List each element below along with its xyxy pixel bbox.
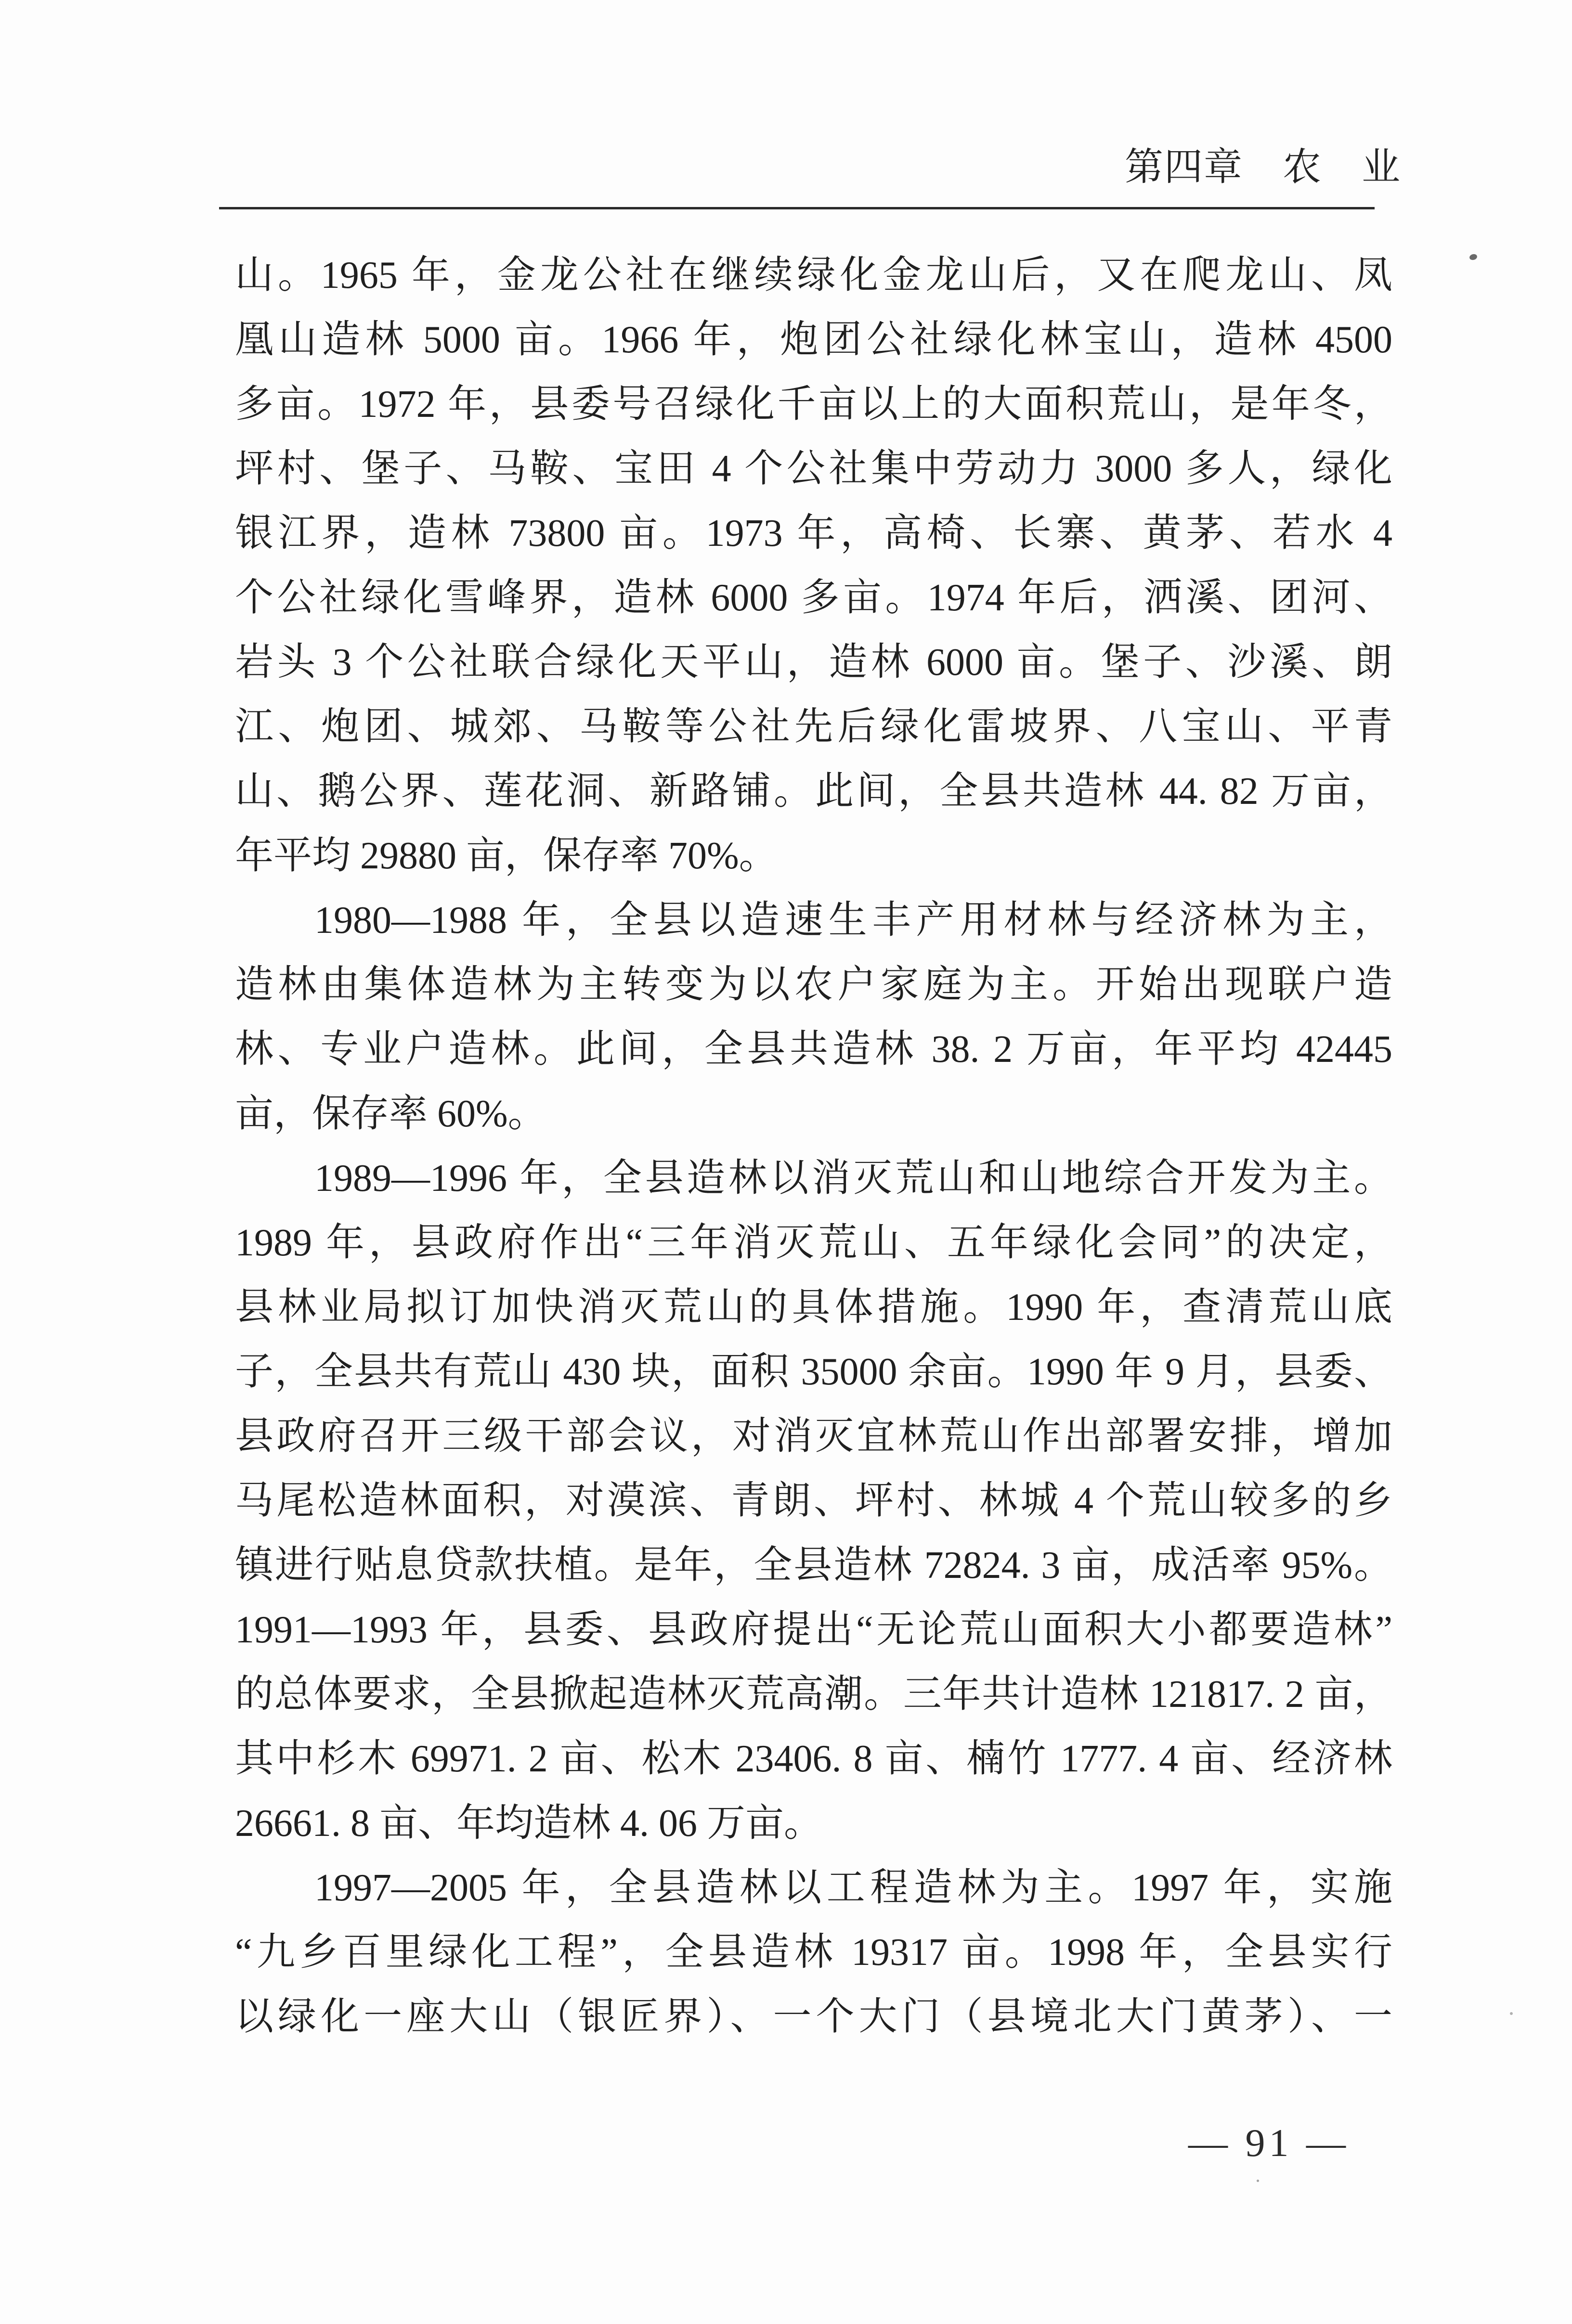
scan-speck: [1510, 2012, 1513, 2015]
text-line: 子，全县共有荒山 430 块，面积 35000 余亩。1990 年 9 月，县委、: [235, 1351, 1392, 1393]
text-line: 山、鹅公界、莲花洞、新路铺。此间，全县共造林 44. 82 万亩，: [235, 770, 1392, 813]
chapter-header: 第四章 农 业: [1125, 146, 1401, 189]
text-line: “九乡百里绿化工程”，全县造林 19317 亩。1998 年，全县实行: [235, 1931, 1392, 1974]
text-line: 多亩。1972 年，县委号召绿化千亩以上的大面积荒山，是年冬，: [235, 383, 1392, 426]
text-line: 其中杉木 69971. 2 亩、松木 23406. 8 亩、楠竹 1777. 4 亩、经济林: [235, 1738, 1392, 1780]
text-line: 坪村、堡子、马鞍、宝田 4 个公社集中劳动力 3000 多人，绿化: [235, 448, 1392, 490]
text-line: 以绿化一座大山（银匠界）、一个大门（县境北大门黄茅）、一: [235, 1996, 1392, 2038]
text-line: 亩，保存率 60%。: [235, 1093, 546, 1135]
text-line: 1997—2005 年，全县造林以工程造林为主。1997 年，实施: [314, 1867, 1392, 1909]
text-line: 镇进行贴息贷款扶植。是年，全县造林 72824. 3 亩，成活率 95%。: [235, 1544, 1392, 1587]
scan-speck: [1257, 2180, 1259, 2182]
text-line: 银江界，造林 73800 亩。1973 年，高椅、长寨、黄茅、若水 4: [235, 512, 1392, 555]
text-line: 年平均 29880 亩，保存率 70%。: [235, 835, 778, 877]
text-line: 26661. 8 亩、年均造林 4. 06 万亩。: [235, 1802, 822, 1845]
page-number: — 91 —: [1188, 2121, 1350, 2165]
text-line: 个公社绿化雪峰界，造林 6000 多亩。1974 年后，洒溪、团河、: [235, 577, 1392, 619]
text-line: 马尾松造林面积，对漠滨、青朗、坪村、林城 4 个荒山较多的乡: [235, 1480, 1392, 1522]
text-line: 山。1965 年，金龙公社在继续绿化金龙山后，又在爬龙山、凤: [235, 254, 1392, 297]
text-line: 林、专业户造林。此间，全县共造林 38. 2 万亩，年平均 42445: [235, 1028, 1392, 1071]
body-text-block: [235, 243, 1392, 2049]
text-line: 凰山造林 5000 亩。1966 年，炮团公社绿化林宝山，造林 4500: [235, 319, 1392, 361]
text-line: 县林业局拟订加快消灭荒山的具体措施。1990 年，查清荒山底: [235, 1286, 1392, 1329]
text-line: 岩头 3 个公社联合绿化天平山，造林 6000 亩。堡子、沙溪、朗: [235, 641, 1392, 684]
text-line: 造林由集体造林为主转变为以农户家庭为主。开始出现联户造: [235, 964, 1392, 1006]
scan-speck: [1469, 253, 1478, 261]
text-line: 江、炮团、城郊、马鞍等公社先后绿化雷坡界、八宝山、平青: [235, 706, 1392, 748]
text-line: 1989 年，县政府作出“三年消灭荒山、五年绿化会同”的决定，: [235, 1222, 1392, 1264]
text-line: 1989—1996 年，全县造林以消灭荒山和山地综合开发为主。: [314, 1157, 1392, 1200]
text-line: 县政府召开三级干部会议，对消灭宜林荒山作出部署安排，增加: [235, 1415, 1392, 1458]
text-line: 的总体要求，全县掀起造林灭荒高潮。三年共计造林 121817. 2 亩，: [235, 1673, 1392, 1716]
text-line: 1991—1993 年，县委、县政府提出“无论荒山面积大小都要造林”: [235, 1609, 1392, 1651]
text-line: 1980—1988 年，全县以造速生丰产用材林与经济林为主，: [314, 899, 1392, 942]
header-divider-rule: [219, 207, 1375, 209]
